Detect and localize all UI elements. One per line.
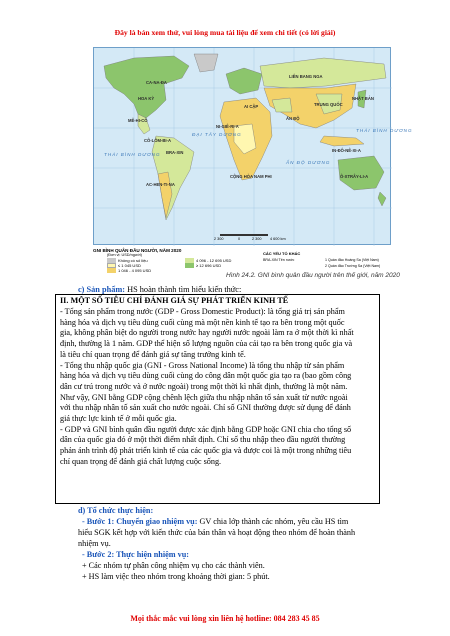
label-china: TRUNG QUỐC xyxy=(314,102,343,107)
knowledge-line: dân của quốc gia đó ở một thời điểm nhất định. Chỉ số thu nhập theo đầu người thường xyxy=(60,435,346,445)
legend-other-country-name: BRA-XIN Tên nước xyxy=(263,258,295,262)
label-atlantic: ĐẠI TÂY DƯƠNG xyxy=(192,132,242,137)
step2-line2: + HS làm việc theo nhóm trong khoảng thời gian: 5 phút. xyxy=(82,572,270,581)
label-egypt: AI CẬP xyxy=(244,104,259,109)
label-argentina: AC-HEN-TI-NA xyxy=(146,182,175,187)
label-usa: HOA KỲ xyxy=(138,96,155,101)
swatch-lower-middle xyxy=(107,268,116,273)
legend-class-high xyxy=(185,263,221,268)
scale-mid: 2 300 xyxy=(252,237,262,241)
section-d-heading: d) Tổ chức thực hiện: xyxy=(78,506,154,515)
section-c-text: HS hoàn thành tìm hiểu kiến thức: xyxy=(125,285,242,294)
legend-class-lower-middle xyxy=(107,268,151,273)
label-brazil: BRA-XIN xyxy=(166,150,184,155)
knowledge-line: Như vậy, GNI bằng GDP cộng chênh lệch giữa thu nhập nhân tố sản xuất từ nước ngoài xyxy=(60,392,348,402)
knowledge-line: gia, không phân biệt do người trong nước hay người nước ngoài làm ra ở một thời kì nhất xyxy=(60,328,354,338)
label-pacific-west: THÁI BÌNH DƯƠNG xyxy=(104,152,161,157)
knowledge-line: dân cư trú trong nước và ở nước ngoài) trong một thời kì nhất định, thường là một năm. xyxy=(60,381,348,391)
legend-other-title: CÁC YẾU TỐ KHÁC xyxy=(263,251,301,256)
scale-end: 4 600 km xyxy=(270,237,286,241)
step2-line1: + Các nhóm tự phân công nhiệm vụ cho các thành viên. xyxy=(82,561,265,570)
knowledge-line: chí quan trọng để đánh giá chất lượng cuộc sống. xyxy=(60,456,222,466)
label-australia: Ô-XTRÂY-LI-A xyxy=(340,174,369,179)
preview-banner: Đây là bản xem thử, vui lòng mua tài liệu để xem chi tiết (có lời giải) xyxy=(114,28,336,37)
knowledge-line: hàng hóa và dịch vụ tiêu dùng cuối cùng do công dân một quốc gia tạo ra (bao gồm công xyxy=(60,371,352,381)
label-indian-ocean: ẤN ĐỘ DƯƠNG xyxy=(286,160,331,165)
knowledge-line: hàng hóa và dịch vụ tiêu dùng cuối cùng mà một nền kinh tế tạo ra bên trong một quốc xyxy=(60,317,345,327)
legend-label: 1 046 - 4 095 USD xyxy=(118,268,152,273)
legend-label: 4 096 - 12 695 USD xyxy=(196,258,232,263)
knowledge-heading: II. MỘT SỐ TIÊU CHÍ ĐÁNH GIÁ SỰ PHÁT TRIỂN KINH TẾ xyxy=(60,296,289,305)
label-russia: LIÊN BANG NGA xyxy=(289,74,323,79)
knowledge-line: giá thực lực kinh tế ở mỗi quốc gia. xyxy=(60,414,177,423)
knowledge-line: - GDP và GNI bình quân đầu người được xác định bằng GDP hoặc GNI chia cho tổng số xyxy=(60,424,352,434)
legend-other-spratly: 2 Quần đảo Trường Sa (Việt Nam) xyxy=(325,264,381,268)
step2-heading: - Bước 2: Thực hiện nhiệm vụ: xyxy=(82,550,190,559)
scale-bar xyxy=(220,234,268,236)
legend-unit: (Đơn vị: USD/người) xyxy=(107,253,142,257)
legend-label: ≤ 1 045 USD xyxy=(118,263,141,268)
step1-line2: hiểu SGK kết hợp với kiến thức của bản thân và hoạt động theo nhóm để hoàn thành xyxy=(78,528,356,537)
knowledge-line: phản ánh trình độ phát triển kinh tế của các quốc gia và được coi là một trong những tiêu xyxy=(60,446,352,456)
section-c-label: c) Sản phẩm: xyxy=(78,285,126,294)
world-gni-map xyxy=(93,47,413,245)
step1-text: GV chia lớp thành các nhóm, yêu cầu HS tìm xyxy=(197,517,349,526)
label-south-africa: CỘNG HÒA NAM PHI xyxy=(230,174,272,179)
legend-other-paracel: 1 Quần đảo Hoàng Sa (Việt Nam) xyxy=(325,258,379,262)
label-indonesia: IN-ĐÔ-NÊ-XI-A xyxy=(332,148,361,153)
label-india: ẤN ĐỘ xyxy=(286,116,300,121)
legend-label: Không có số liệu xyxy=(118,258,148,263)
swatch-high xyxy=(185,263,194,268)
scale-left: 2 300 xyxy=(214,237,224,241)
label-colombia: CÔ-LÔM-BI-A xyxy=(144,138,171,143)
section-d-label xyxy=(78,506,153,517)
map-graphic xyxy=(94,48,392,246)
step1-label: - Bước 1: Chuyển giao nhiệm vụ: xyxy=(82,517,198,526)
knowledge-line: - Tổng thu nhập quốc gia (GNI - Gross National Income) là tổng thu nhập từ sản phẩm xyxy=(60,360,345,370)
figure-caption: Hình 24.2. GNI bình quân đầu người trên thế giới, năm 2020 xyxy=(226,272,400,279)
label-mexico: MÊ-HI-CÔ xyxy=(128,118,148,123)
label-japan: NHẬT BẢN xyxy=(352,96,374,101)
knowledge-line: là tiêu chí quan trọng để đánh giá sự tăng trưởng kinh tế. xyxy=(60,349,246,359)
legend-label: ≥ 12 696 USD xyxy=(196,263,222,268)
knowledge-line: - Tổng sản phẩm trong nước (GDP - Gross Domestic Product): là tổng giá trị sản phẩm xyxy=(60,307,345,316)
label-canada: CA-NA-ĐA xyxy=(146,80,167,85)
knowledge-line: với thu nhập nhân tố sản xuất cho nước ngoài. Chỉ số GNI thường được sử dụng để đánh xyxy=(60,403,351,413)
legend-title: GNI BÌNH QUÂN ĐẦU NGƯỜI, NĂM 2020 xyxy=(93,248,182,253)
label-nigeria: NI-GIÊ-RI-A xyxy=(216,124,239,129)
label-pacific-east: THÁI BÌNH DƯƠNG xyxy=(356,128,413,133)
step1-line3: nhiệm vụ. xyxy=(78,539,111,548)
scale-zero: 0 xyxy=(238,237,241,241)
map-legend xyxy=(93,248,391,273)
map-scale xyxy=(214,234,294,242)
step1-line1 xyxy=(82,517,348,528)
hotline-banner: Mọi thắc mắc vui lòng xin liên hệ hotline: 084 283 45 85 xyxy=(130,614,320,623)
step2-label xyxy=(82,550,189,561)
knowledge-line: định, thường là 1 năm. GDP thể hiện số lượng nguồn của cải tạo ra bên trong quốc gia và xyxy=(60,339,353,349)
knowledge-box xyxy=(55,294,380,504)
